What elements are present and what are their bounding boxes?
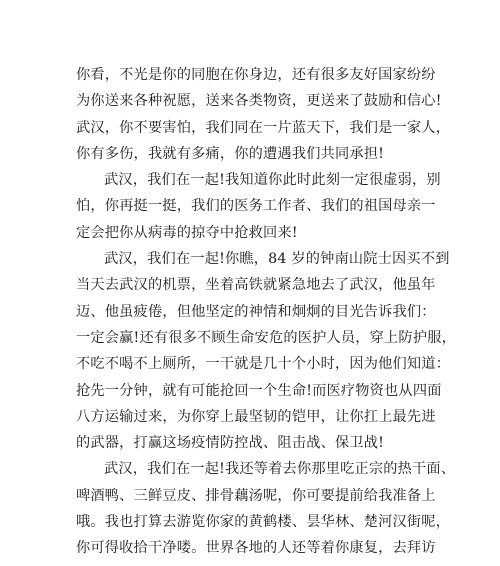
text-line: 的武器，打赢这场疫情防控战、阻击战、保卫战! [76,435,385,452]
body-text [76,62,456,562]
paragraph-first-line: 武汉，我们在一起!我还等着去你那里吃正宗的热干面、 [104,461,456,478]
text-line: 为你送来各种祝愿，送来各类物资，更送来了鼓励和信心! [76,93,442,110]
text-line: 武汉，你不要害怕，我们同在一片蓝天下，我们是一家人， [76,119,451,136]
text-line: 哦。我也打算去游览你家的黄鹤楼、昙华林、楚河汉街呢， [76,514,451,531]
text-line: 当天去武汉的机票，坐着高铁就紧急地去了武汉，他虽年 [76,277,436,294]
text-line: 定会把你从病毒的掠夺中抢救回来! [76,224,298,241]
text-line: 八方运输过来，为你穿上最坚韧的铠甲，让你扛上最先进 [76,408,436,425]
text-line: 一定会赢!还有很多不顾生命安危的医护人员，穿上防护服， [76,329,456,346]
text-line: 你有多伤，我就有多痛，你的遭遇我们共同承担! [76,145,385,162]
text-line: 啤酒鸭、三鲜豆皮、排骨藕汤呢，你可要提前给我准备上 [76,487,436,504]
text-line: 迈、他虽疲倦，但他坚定的神情和炯炯的目光告诉我们： [76,303,436,320]
text-line: 不吃不喝不上厕所，一干就是几十个小时，因为他们知道： [76,356,451,373]
text-line: 你可得收拾干净喽。世界各地的人还等着你康复，去拜访 [76,540,436,557]
text-line: 你看，不光是你的同胞在你身边，还有很多友好国家纷纷 [76,67,436,83]
text-line: 怕，你再挺一挺，我们的医务工作者、我们的祖国母亲一 [76,198,436,215]
text-line: 抢先一分钟，就有可能抢回一个生命!而医疗物资也从四面 [76,382,442,399]
paragraph-first-line: 武汉，我们在一起!我知道你此时此刻一定很虚弱，别 [104,172,441,189]
paragraph-first-line: 武汉，我们在一起!你瞧，84 岁的钟南山院士因买不到 [104,251,450,268]
